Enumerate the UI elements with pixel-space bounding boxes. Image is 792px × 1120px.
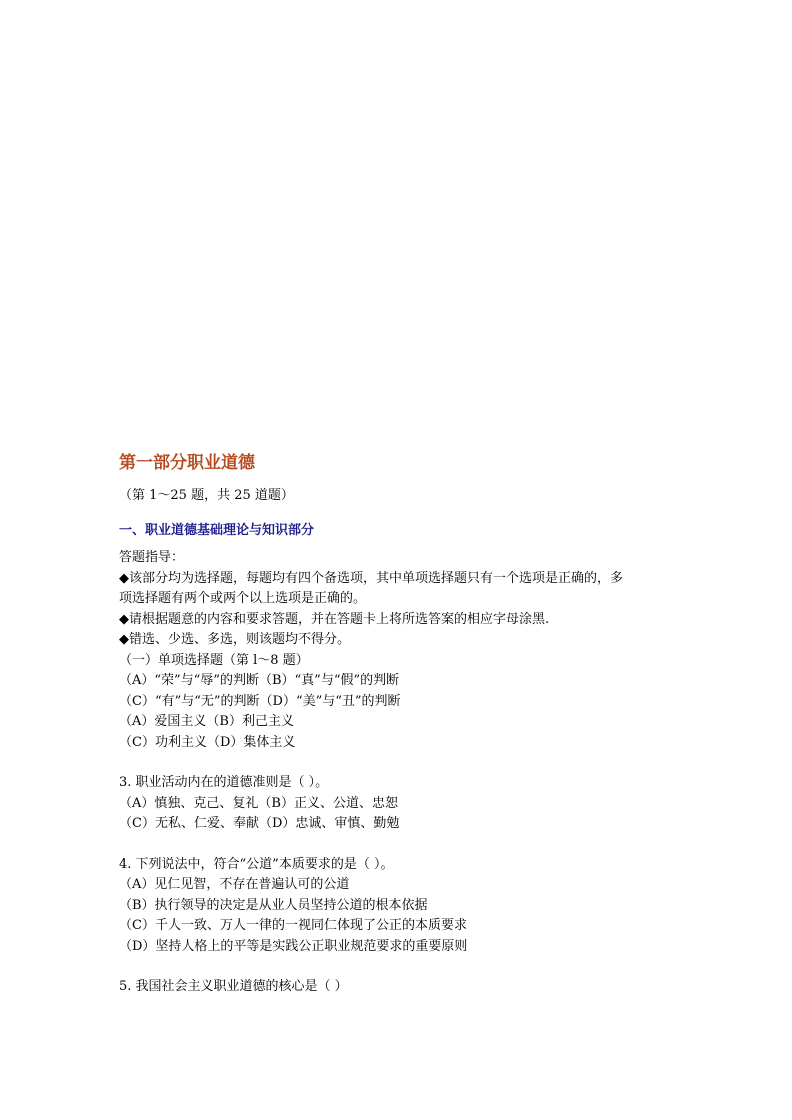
question-stem: 3. 职业活动内在的道德准则是（ ）。 [119, 775, 329, 790]
instruction-line: 答题指导： [119, 550, 185, 565]
option-line: （A）“荣”与“辱”的判断（B）“真”与“假”的判断 [119, 673, 400, 688]
option-line: （C）千人一致、万人一律的一视同仁体现了公正的本质要求 [119, 918, 467, 933]
question-3 [119, 773, 679, 835]
option-line: （D）坚持人格上的平等是实践公正职业规范要求的重要原则 [119, 938, 468, 954]
subsection-heading: （一）单项选择题（第 l～8 题） [119, 652, 309, 668]
instructions-block [119, 548, 679, 753]
question-stem: 5. 我国社会主义职业道德的核心是（ ） [119, 979, 348, 994]
instruction-line: ◆请根据题意的内容和要求答题，并在答题卡上将所选答案的相应字母涂黑. [119, 611, 550, 627]
option-line: （C）功利主义（D）集体主义 [119, 734, 296, 750]
option-line: （B）执行领导的决定是从业人员坚持公道的根本依据 [119, 897, 428, 913]
question-stem: 4. 下列说法中，符合“公道”本质要求的是（ ）。 [119, 856, 394, 872]
instruction-line: ◆错选、少选、多选，则该题均不得分。 [119, 632, 350, 647]
question-5 [119, 977, 679, 998]
option-line: （A）见仁见智，不存在普遍认可的公道 [119, 877, 350, 892]
document-title: 第一部分职业道德 [119, 453, 255, 473]
option-line: （A）慎独、克己、复礼（B）正义、公道、忠恕 [119, 795, 398, 811]
instruction-line: 项选择题有两个或两个以上选项是正确的。 [119, 591, 367, 606]
section-heading: 一、职业道德基础理论与知识部分 [119, 523, 315, 538]
option-line: （C）无私、仁爱、奉献（D）忠诚、审慎、勤勉 [119, 816, 400, 831]
question-4 [119, 855, 679, 958]
option-line: （A）爱国主义（B）利己主义 [119, 714, 294, 729]
instruction-line: ◆该部分均为选择题，每题均有四个备选项，其中单项选择题只有一个选项是正确的，多 [119, 570, 623, 586]
document-page [119, 452, 679, 998]
option-line: （C）“有”与“无”的判断（D）“美”与“丑”的判断 [119, 693, 401, 709]
document-subtitle: （第 1～25 题，共 25 道题） [119, 488, 294, 503]
